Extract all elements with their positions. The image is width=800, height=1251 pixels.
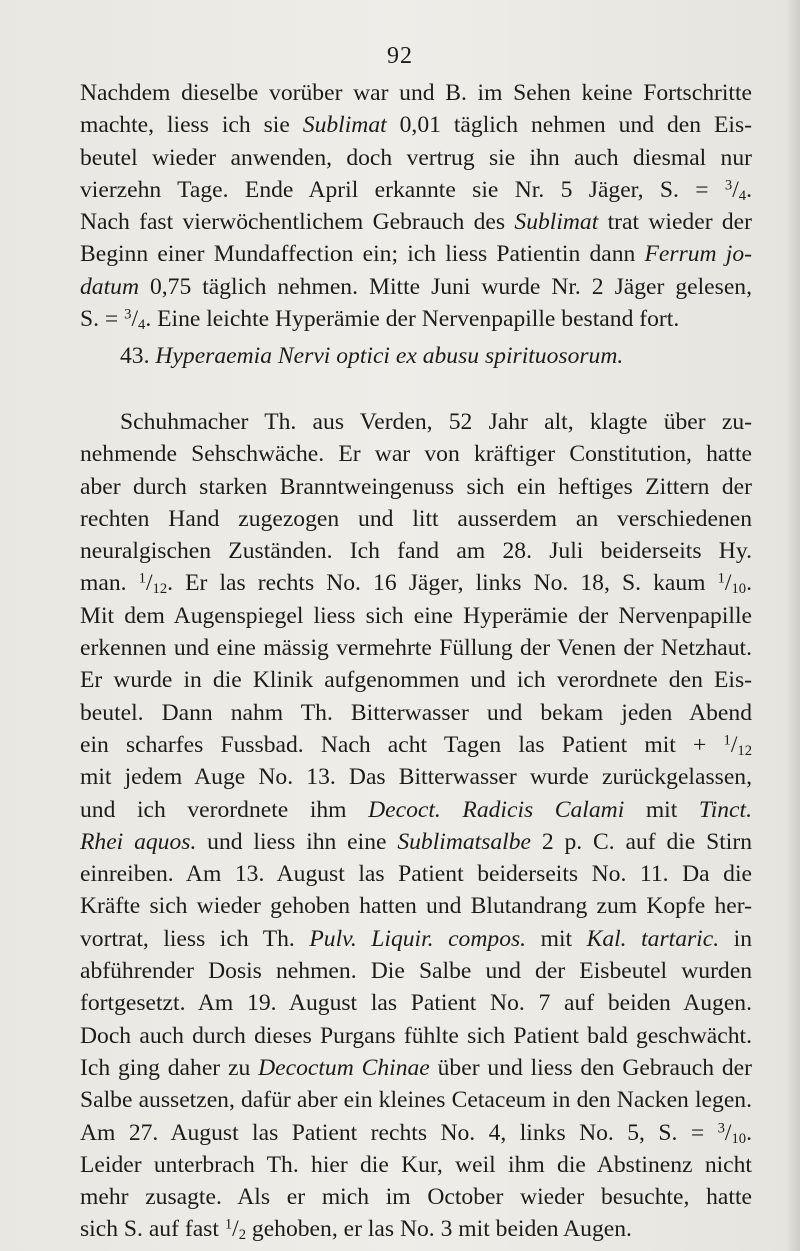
text-line: sich S. auf fast $^1/_2$ gehoben, er las No. 3 mit beiden Augen. [80, 1216, 632, 1244]
text-line: und ich verordnete ihm Decoct. Radicis Calami mit Tinct. [80, 796, 752, 823]
section-heading [120, 340, 760, 372]
page-edge-shadow [786, 0, 800, 1251]
text-line: beutel wieder anwenden, doch vertrug sie ihn auch diesmal nur [80, 144, 752, 171]
text-line: man. $^1/_{12}$. Er las rechts No. 16 Jäger, links No. 18, S. kaum $^1/_{10}$. [80, 570, 752, 598]
text-line: neuralgischen Zuständen. Ich fand am 28. Juli beiderseits Hy. [80, 538, 752, 565]
text-line: Nach fast vierwöchentlichem Gebrauch des Sublimat trat wieder der [80, 209, 752, 236]
text-line: datum 0,75 täglich nehmen. Mitte Juni wurde Nr. 2 Jäger gelesen, [80, 273, 752, 300]
text-line: mit jedem Auge No. 13. Das Bitterwasser wurde zurückgelassen, [80, 764, 752, 791]
text-line: Am 27. August las Patient rechts No. 4, links No. 5, S. = $^3/_{10}$. [80, 1119, 752, 1147]
text-line: abführender Dosis nehmen. Die Salbe und der Eisbeutel wurden [80, 958, 752, 985]
text-line: nehmende Sehschwäche. Er war von kräftiger Constitution, hatte [80, 441, 752, 468]
text-line: erkennen und eine mässig vermehrte Füllung der Venen der Netzhaut. [80, 635, 752, 662]
text-line: fortgesetzt. Am 19. August las Patient No. 7 auf beiden Augen. [80, 990, 752, 1017]
text-line: Kräfte sich wieder gehoben hatten und Blutandrang zum Kopfe her- [80, 893, 752, 920]
text-line: Leider unterbrach Th. hier die Kur, weil ihm die Abstinenz nicht [80, 1151, 752, 1178]
text-line: Rhei aquos. und liess ihn eine Sublimatsalbe 2 p. C. auf die Stirn [80, 828, 752, 855]
paragraph-2 [80, 406, 752, 1246]
text-line: Salbe aussetzen, dafür aber ein kleines Cetaceum in den Nacken legen. [80, 1087, 752, 1114]
text-line: Doch auch durch dieses Purgans fühlte sich Patient bald geschwächt. [80, 1022, 752, 1049]
text-line: beutel. Dann nahm Th. Bitterwasser und bekam jeden Abend [80, 699, 752, 726]
paragraph-1 [80, 77, 752, 335]
text-line: mehr zusagte. Als er mich im October wieder besuchte, hatte [80, 1184, 752, 1211]
text-line: einreiben. Am 13. August las Patient beiderseits No. 11. Da die [80, 861, 752, 888]
text-line: ein scharfes Fussbad. Nach acht Tagen las Patient mit + $^1/_{12}$ [80, 731, 752, 759]
text-line: Mit dem Augenspiegel liess sich eine Hyperämie der Nervenpapille [80, 602, 752, 629]
section-title: Hyperaemia Nervi optici ex abusu spirituosorum. [155, 343, 624, 369]
text-line: vortrat, liess ich Th. Pulv. Liquir. compos. mit Kal. tartaric. in [80, 925, 752, 952]
text-line: machte, liess ich sie Sublimat 0,01 täglich nehmen und den Eis- [80, 112, 752, 139]
text-line: S. = $^3/_4$. Eine leichte Hyperämie der Nervenpapille bestand fort. [80, 306, 680, 333]
text-line: vierzehn Tage. Ende April erkannte sie Nr. 5 Jäger, S. = $^3/_4$. [80, 176, 752, 204]
text-line: Schuhmacher Th. aus Verden, 52 Jahr alt, klagte über zu- [120, 409, 752, 435]
text-line: aber durch starken Branntweingenuss sich ein heftiges Zittern der [80, 473, 752, 500]
page-number: 92 [387, 43, 413, 69]
text-line: rechten Hand zugezogen und litt ausserdem an verschiedenen [80, 505, 752, 532]
text-line: Ich ging daher zu Decoctum Chinae über und liess den Gebrauch der [80, 1054, 753, 1081]
text-line: Beginn einer Mundaffection ein; ich liess Patientin dann Ferrum jo- [80, 241, 752, 268]
text-line: Nachdem dieselbe vorüber war und B. im Sehen keine Fortschritte [80, 80, 752, 106]
section-number: 43. [120, 343, 150, 369]
text-line: Er wurde in die Klinik aufgenommen und ich verordnete den Eis- [80, 667, 752, 694]
